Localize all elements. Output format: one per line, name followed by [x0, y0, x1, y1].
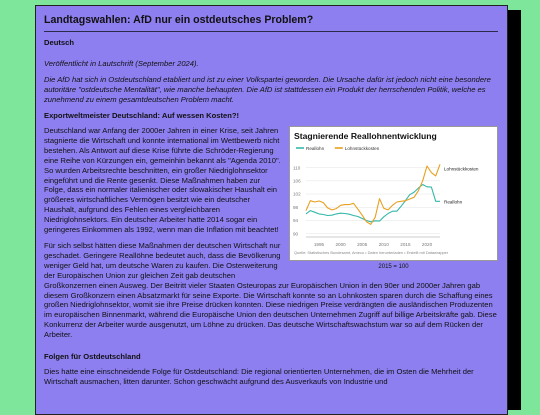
chart-svg	[290, 127, 497, 260]
paragraph-3: Dies hatte eine einschneidende Folge für Ostdeutschland: Die regional orientierten Unternehmen, die im Osten die Mehrheit der Wirtschaft ausmachen, litten darunter. Schon geschwächt aufgrund des Ausverkaufs von Industrie und	[44, 367, 474, 386]
article-body	[44, 126, 498, 346]
x-tick-label-2: 2005	[357, 242, 368, 247]
x-tick-label-3: 2010	[378, 242, 389, 247]
paragraph-1: Deutschland war Anfang der 2000er Jahren in einer Krise, seit Jahren stagnierte die Wirtschaft und konnte international im Wettbewerb nicht bestehen. Als Antwort auf diese Krise führte die Schröder-Regierung eine Reihe von Kürzungen ein, gemeinhin bekannt als "Agenda 2010". So wurden Arbeitsrechte beschnitten, ein großer Niedriglohnsektor eingeführt und die Rente gesenkt. Diese Maßnahmen haben zur Folge, dass ein normaler italienischer oder slowakischer Haushalt ein größeres wirtschaftliches Vermögen besitzt wie ein deutscher Haushalt, aufgrund des Fehlen eines vergleichbaren Niedriglohnsektors. Ein deutscher Arbeiter hatte 2014 sogar ein geringeres Einkommen als 1992, wenn man die Inflation mit beachtet!	[44, 126, 281, 235]
y-tick-label-2: 98	[293, 204, 299, 210]
y-tick-label-0: 90	[293, 231, 299, 237]
y-tick-label-4: 106	[293, 178, 301, 184]
chart-title: Stagnierende Reallohnentwicklung	[294, 131, 437, 141]
series-end-label-1: Lohnstückkosten	[444, 166, 479, 172]
legend-label-1: Lohnstückkosten	[344, 146, 380, 151]
legend-label-0: Reallohn	[306, 146, 325, 151]
chart-reallohn	[289, 126, 498, 261]
y-tick-label-3: 102	[293, 191, 301, 197]
article-card	[35, 5, 508, 415]
section-heading-ostdeutschland: Folgen für Ostdeutschland	[44, 352, 141, 362]
y-tick-label-1: 94	[293, 218, 299, 224]
series-end-label-0: Reallohn	[444, 199, 463, 205]
x-tick-label-4: 2015	[400, 242, 411, 247]
article-title: Landtagswahlen: AfD nur ein ostdeutsches Problem?	[44, 14, 498, 32]
x-tick-label-5: 2020	[421, 242, 433, 247]
x-tick-label-1: 2000	[335, 242, 346, 247]
chart-source-note: Quelle: Statistisches Bundesamt, Ameco • Daten herunterladen • Erstellt mit Datawrapper	[294, 250, 449, 255]
y-tick-label-5: 110	[293, 165, 301, 171]
series-line-0	[306, 185, 440, 222]
article-intro: Die AfD hat sich in Ostdeutschland etabliert und ist zu einer Volkspartei geworden. Die Ursache dafür ist jedoch nicht eine besondere autoritäre "ostdeutsche Mentalität", wie manche behaupten. Die AfD ist stattdessen ein Produkt der herrschenden Politik, welche es zunehmend zu einem gesamtdeutschen Problem macht.	[44, 75, 491, 104]
section-heading-export: Exportweltmeister Deutschland: Auf wessen Kosten?!	[44, 111, 240, 120]
publication-note: Veröffentlicht in Lautschrift (September 2024).	[44, 59, 199, 68]
language-label[interactable]: Deutsch	[44, 38, 74, 47]
x-tick-label-0: 1995	[313, 242, 325, 247]
chart-caption: 2015 = 100	[378, 264, 409, 270]
paragraph-2: Für sich selbst hätten diese Maßnahmen der deutschen Wirtschaft nur geschadet. Geringere Reallöhne bedeutet auch, dass die Bevölkerung weniger Geld hat, um deutsche Waren zu kaufen. Die Osterweiterung der Europäischen Union zur gleichen Zeit gab deutschen Großkonzernen einen Ausweg. Der Beitritt vieler Staaten Osteuropas zur Europäischen Union in den 90er und 2000er Jahren gab diesem Großkonzern einen Absatzmarkt für seine Exporte. Die Wirtschaft konnte so an Lohnkosten sparen durch die Schaffung eines großen Niedriglohnsektor, womit sie ihre Preise drücken konnten. Diese niedrigen Preise verdrängten die ausländischen Produzenten im europäischen Binnenmarkt, während die Europäische Union den deutschen Unternehmen Zugriff auf billige Arbeitskräfte gab. Diese Konkurrenz der Arbeiter wurde ausgenutzt, um Löhne zu drücken. Das deutsche Wirtschaftswachstum war so auf dem Rücken der Arbeiter.	[44, 240, 497, 340]
